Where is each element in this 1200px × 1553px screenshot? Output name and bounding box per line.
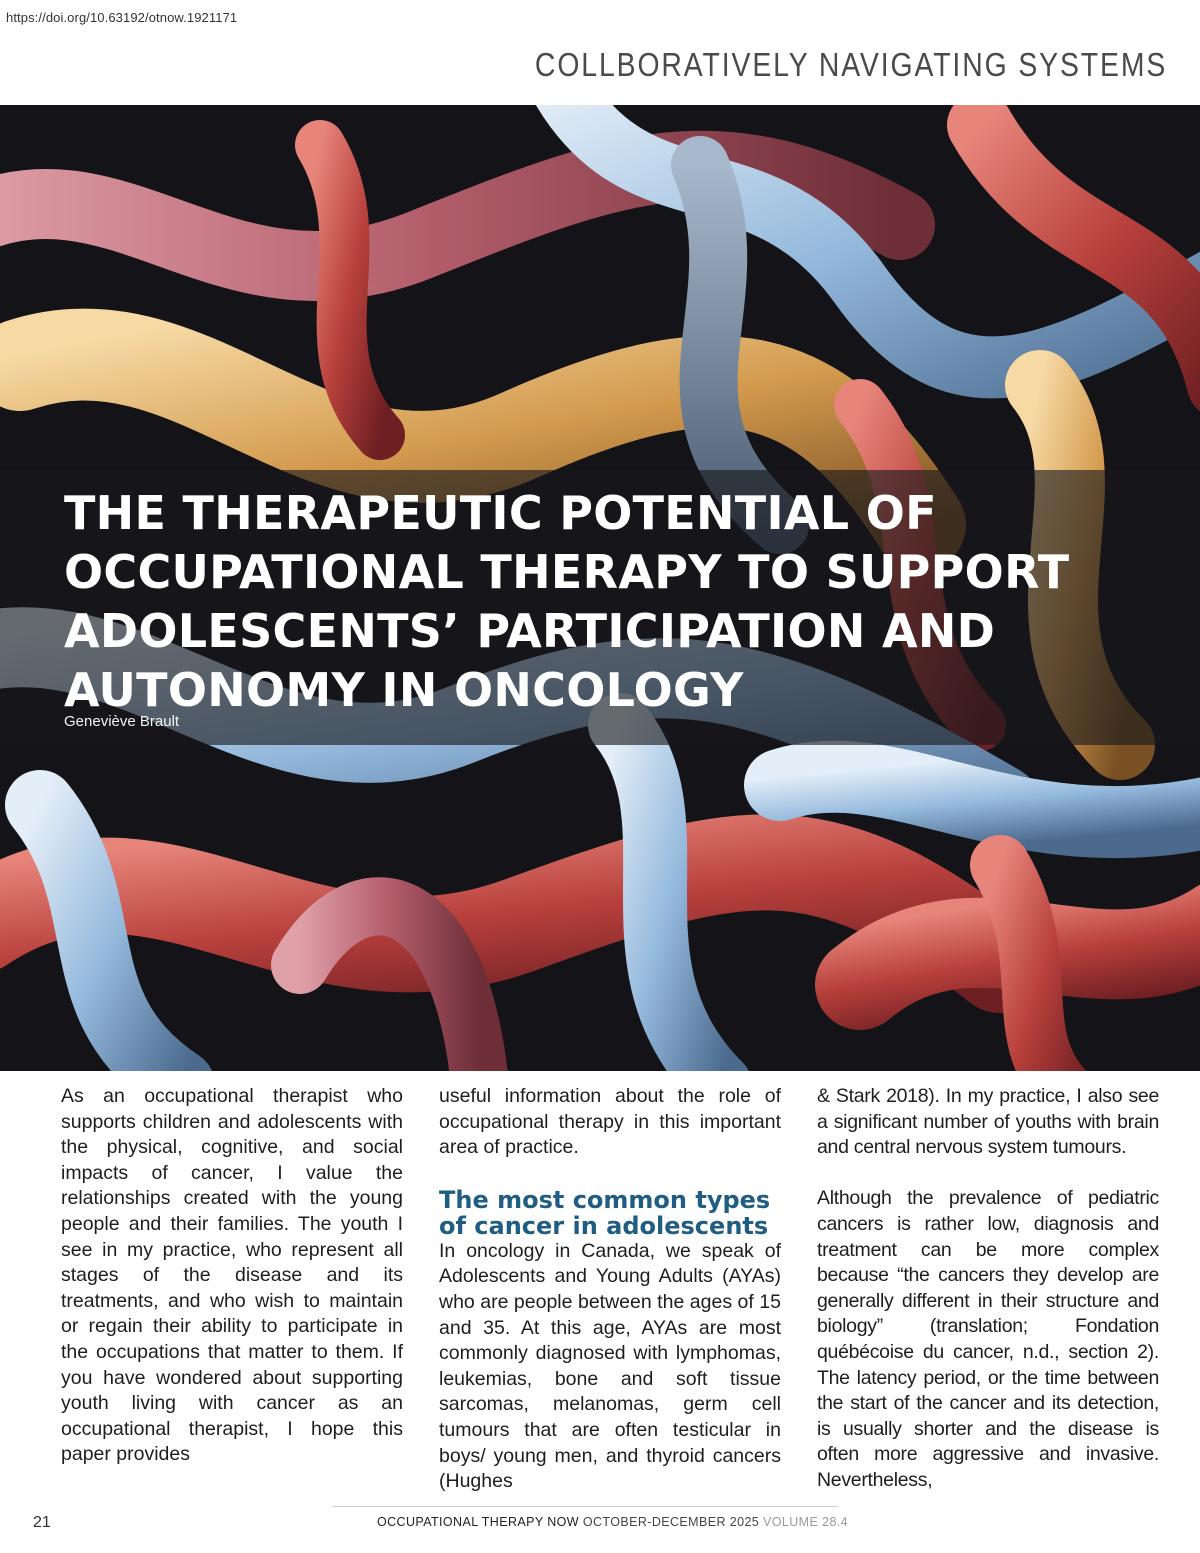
body-column-1 bbox=[61, 1084, 403, 1468]
section-subheading: The most common types of cancer in adolescents bbox=[439, 1185, 771, 1240]
body-paragraph: In oncology in Canada, we speak of Adolescents and Young Adults (AYAs) who are people between the ages of 15 and 35. At this age, AYAs are most commonly diagnosed with lymphomas, leukemias, bone and soft tissue sarcomas, melanomas, germ cell tumours that are often testicular in boys/ young men, and thyroid cancers (Hughes bbox=[439, 1239, 781, 1493]
body-paragraph: As an occupational therapist who supports children and adolescents with the physical, cognitive, and social impacts of cancer, I value the relationships created with the young people and their families. The youth I see in my practice, who represent all stages of the disease and its treatments, and who wish to maintain or regain their ability to participate in the occupations that matter to them. If you have wondered about supporting youth living with cancer as an occupational therapist, I hope this paper provides bbox=[61, 1085, 403, 1466]
article-title: THE THERAPEUTIC POTENTIAL OF OCCUPATIONAL THERAPY TO SUPPORT ADOLESCENTS’ PARTICIPATION AND AUTONOMY IN ONCOLOGY bbox=[64, 486, 1070, 717]
section-title: COLLBORATIVELY NAVIGATING SYSTEMS bbox=[534, 46, 1167, 83]
footer-volume: VOLUME 28.4 bbox=[763, 1515, 849, 1529]
page-number: 21 bbox=[33, 1514, 51, 1531]
body-paragraph: & Stark 2018). In my practice, I also see a significant number of youths with brain and central nervous system tumours. bbox=[817, 1085, 1159, 1159]
footer-magazine: OCCUPATIONAL THERAPY NOW bbox=[377, 1515, 579, 1529]
doi-link[interactable]: https://doi.org/10.63192/otnow.1921171 bbox=[6, 10, 238, 25]
footer-issue: OCTOBER-DECEMBER 2025 bbox=[582, 1515, 760, 1529]
body-column-2 bbox=[439, 1084, 781, 1495]
body-paragraph: useful information about the role of occupational therapy in this important area of practice. bbox=[439, 1085, 781, 1159]
footer-masthead bbox=[377, 1515, 848, 1529]
body-column-3 bbox=[817, 1084, 1159, 1494]
body-paragraph: Although the prevalence of pediatric cancers is rather low, diagnosis and treatment can be more complex because “the cancers they develop are generally different in their structure and biology” (translation; Fondation québécoise du cancer, n.d., section 2). The latency period, or the time between the start of the cancer and its detection, is usually shorter and the disease is often more aggressive and invasive. Nevertheless, bbox=[817, 1187, 1159, 1491]
article-author: Geneviève Brault bbox=[64, 713, 180, 730]
footer-divider bbox=[333, 1506, 838, 1507]
